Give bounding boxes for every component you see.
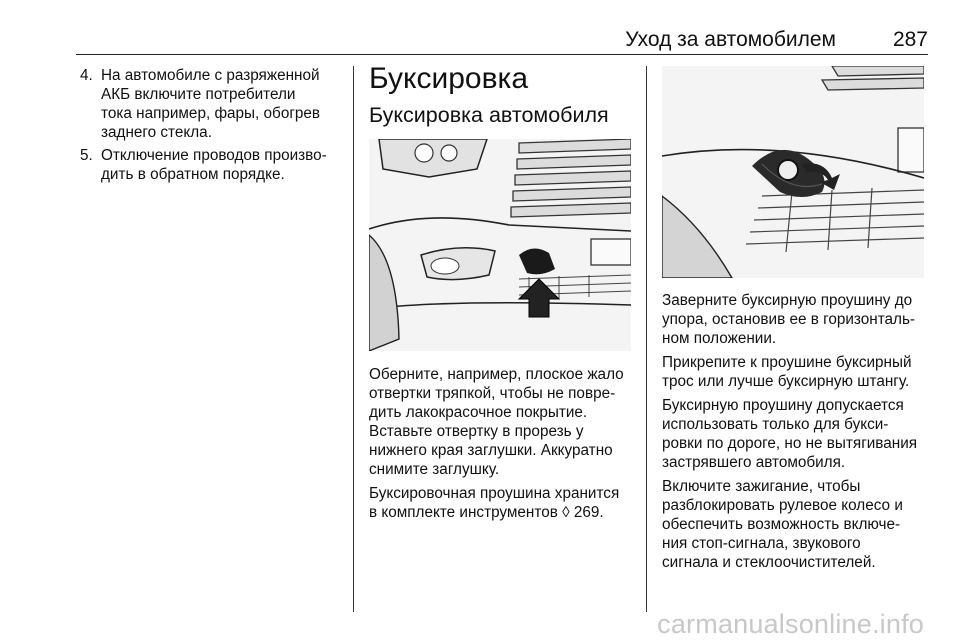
- tow-eye-illustration: [662, 66, 924, 278]
- step-line: дить в обратном порядке.: [101, 166, 285, 183]
- text-line: Прикрепите к проушине буксирный: [662, 354, 912, 371]
- text-line: использовать только для букси-: [662, 416, 889, 433]
- text-line: трос или лучше буксирную штангу.: [662, 373, 910, 390]
- step-number: 4.: [80, 67, 93, 84]
- step-line: АКБ включите потребители: [101, 86, 296, 103]
- text-line: снимите заглушку.: [369, 461, 500, 478]
- text-line: ровки по дороге, но не вытягивания: [662, 435, 918, 452]
- paragraph: [662, 353, 932, 391]
- page-header: [76, 22, 928, 52]
- page-reference-icon: ◊: [562, 504, 570, 521]
- instruction-steps: [76, 66, 348, 184]
- text-line: упора, остановив ее в горизонталь-: [662, 311, 916, 328]
- text-line: Вставьте отвертку в прорезь у: [369, 423, 584, 440]
- text-line: в комплекте инструментов: [369, 504, 563, 521]
- text-line: Буксирную проушину допускается: [662, 397, 904, 414]
- step-line: заднего стекла.: [101, 124, 212, 141]
- column-divider-1: [353, 66, 354, 612]
- column-3-text: [662, 291, 932, 577]
- page-reference-link[interactable]: 269.: [573, 504, 604, 521]
- paragraph: [662, 291, 932, 348]
- step-item: [76, 66, 348, 142]
- step-number: 5.: [80, 147, 93, 164]
- section-heading: Буксировка: [369, 62, 529, 95]
- page-number: 287: [892, 28, 928, 51]
- watermark: carmanualsonline.info: [657, 609, 924, 639]
- text-line: разблокировать рулевое колесо и: [662, 497, 903, 514]
- column-2-text: [369, 365, 639, 527]
- text-line: Заверните буксирную проушину до: [662, 292, 913, 309]
- column-2: [369, 62, 637, 128]
- text-line: Включите зажигание, чтобы: [662, 478, 861, 495]
- paragraph: [369, 484, 639, 522]
- paragraph: [369, 365, 639, 479]
- text-line: Оберните, например, плоское жало: [369, 366, 624, 383]
- step-line: Отключение проводов произво-: [101, 147, 327, 164]
- paragraph: [662, 396, 932, 472]
- section-subheading: Буксировка автомобиля: [369, 103, 609, 127]
- section-title: Уход за автомобилем: [625, 28, 836, 51]
- text-line: ния стоп-сигнала, звукового: [662, 535, 861, 552]
- paragraph: [662, 477, 932, 572]
- text-line: отвертки тряпкой, чтобы не повре-: [369, 385, 616, 402]
- header-rule: [76, 54, 928, 55]
- text-line: сигнала и стеклоочистителей.: [662, 554, 876, 571]
- text-line: дить лакокрасочное покрытие.: [369, 404, 588, 421]
- column-1: [76, 66, 348, 188]
- step-line: тока например, фары, обогрев: [101, 105, 321, 122]
- tow-eye-drawing: [662, 66, 924, 278]
- text-line: обеспечить возможность включе-: [662, 516, 901, 533]
- step-line: На автомобиле с разряженной: [101, 67, 320, 84]
- text-line: ном положении.: [662, 330, 777, 347]
- text-line: нижнего края заглушки. Аккуратно: [369, 442, 613, 459]
- bumper-cover-drawing: [369, 139, 631, 351]
- column-divider-2: [646, 66, 647, 612]
- bumper-cover-illustration: [369, 139, 631, 351]
- text-line: Буксировочная проушина хранится: [369, 485, 620, 502]
- step-item: [76, 146, 348, 184]
- text-line: застрявшего автомобиля.: [662, 454, 846, 471]
